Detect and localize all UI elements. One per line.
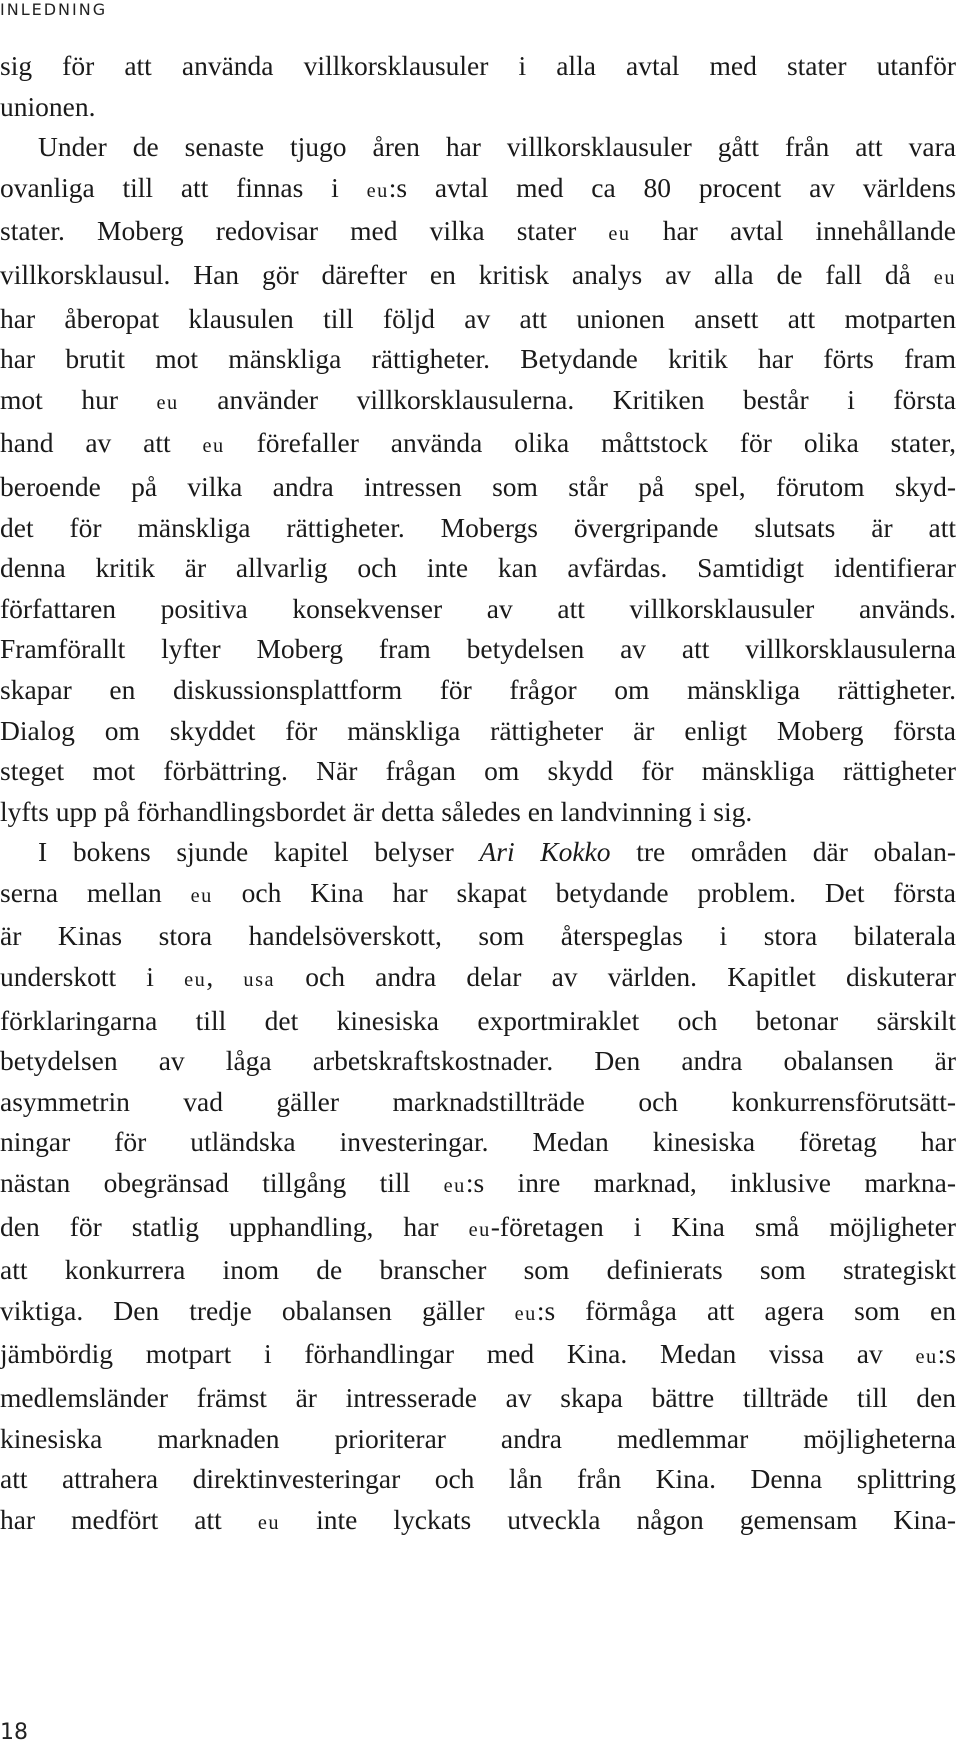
small-caps-abbreviation: eu [608,223,631,246]
text-line: Under de senaste tjugo åren har villkorsklausuler gått från att vara [38,131,956,163]
text-segment: stater. Moberg redovisar med vilka stater [0,215,609,247]
text-segment: förefaller använda olika måttstock för olika stater, [224,427,956,459]
text-line: sig för att använda villkorsklausuler i alla avtal med stater utanför [0,50,956,81]
text-line: ningar för utländska investeringar. Medan kinesiska företag har [0,1126,956,1158]
text-line: att attrahera direktinvesteringar och lån från Kina. Denna splittring [0,1463,956,1495]
text-line [0,211,956,255]
text-segment: hand av att [0,427,203,459]
text-line: det för mänskliga rättigheter. Mobergs övergripande slutsats är att [0,511,956,543]
text-segment: , [206,961,244,993]
text-line [0,873,956,917]
text-segment: :s [937,1338,956,1370]
small-caps-abbreviation: eu [257,1511,281,1534]
text-line: steget mot förbättring. När frågan om skydd för mänskliga rättigheter [0,755,956,787]
body-text [0,46,956,1543]
small-caps-abbreviation: eu [366,179,389,202]
text-line [0,380,956,424]
text-line: förklaringarna till det kinesiska exportmiraklet och betonar särskilt [0,1004,956,1036]
small-caps-abbreviation: eu [933,266,956,289]
text-line [0,1163,956,1207]
text-line: Dialog om skyddet för mänskliga rättigheter är enligt Moberg första [0,714,956,746]
text-line [0,168,956,212]
text-segment: villkorsklausul. Han gör därefter en kritisk analys av alla de fall då [0,258,934,290]
page-number: 18 [0,1720,28,1745]
italic-author-name: Ari Kokko [479,836,611,868]
text-segment: ovanliga till att finnas i [0,171,367,203]
text-segment: jämbördig motpart i förhandlingar med Kina. Medan vissa av [0,1338,916,1370]
small-caps-abbreviation: eu [156,391,179,414]
text-line: beroende på vilka andra intressen som står på spel, förutom skyd- [0,470,956,502]
text-segment: :s förmåga att agera som en [536,1294,956,1326]
small-caps-abbreviation: eu [514,1302,537,1325]
text-segment: den för statlig upphandling, har [0,1210,469,1242]
text-segment: och Kina har skapat betydande problem. Det första [212,876,956,908]
text-segment: -företagen i Kina små möjligheter [490,1210,956,1242]
text-line [0,1334,956,1378]
small-caps-abbreviation: eu [443,1175,466,1198]
small-caps-abbreviation: usa [243,969,276,992]
text-segment: och andra delar av världen. Kapitlet diskuterar [275,961,956,993]
text-line: unionen. [0,90,96,122]
text-line [0,423,956,467]
text-segment: tre områden där obalan- [610,836,956,868]
text-line: författaren positiva konsekvenser av att villkorsklausuler används. [0,592,956,624]
text-segment: :s inre marknad, inklusive markna- [465,1167,956,1199]
text-segment: underskott i [0,961,185,993]
text-line: har brutit mot mänskliga rättigheter. Betydande kritik har förts fram [0,343,956,375]
text-line [0,1500,956,1544]
text-segment: har avtal innehållande [630,215,956,247]
text-line: asymmetrin vad gäller marknadstillträde och konkurrensförutsätt- [0,1085,956,1117]
small-caps-abbreviation: eu [915,1346,938,1369]
text-segment: serna mellan [0,876,191,908]
text-line: är Kinas stora handelsöverskott, som återspeglas i stora bilaterala [0,920,956,952]
small-caps-abbreviation: eu [202,435,225,458]
text-segment: :s avtal med ca 80 procent av världens [388,171,956,203]
text-line: att konkurrera inom de branscher som definierats som strategiskt [0,1254,956,1286]
text-segment: I bokens sjunde kapitel belyser [38,836,480,868]
text-line: denna kritik är allvarlig och inte kan avfärdas. Samtidigt identifierar [0,552,956,584]
text-segment: mot hur [0,383,157,415]
text-segment: inte lyckats utveckla någon gemensam Kina- [280,1503,957,1535]
text-segment: använder villkorsklausulerna. Kritiken består i första [178,383,956,415]
text-line [0,255,956,299]
text-line [0,832,956,873]
text-line: betydelsen av låga arbetskraftskostnader. Den andra obalansen är [0,1045,956,1077]
text-line: kinesiska marknaden prioriterar andra medlemmar möjligheterna [0,1422,956,1454]
text-segment: har medfört att [0,1503,258,1535]
small-caps-abbreviation: eu [184,969,207,992]
text-line [0,1291,956,1335]
text-line: lyfts upp på förhandlingsbordet är detta således en landvinning i sig. [0,795,753,827]
small-caps-abbreviation: eu [190,884,213,907]
text-line [0,957,956,1001]
text-segment: viktiga. Den tredje obalansen gäller [0,1294,515,1326]
text-line: Framförallt lyfter Moberg fram betydelsen av att villkorsklausulerna [0,633,956,665]
running-head: INLEDNING [0,0,108,19]
text-line: medlemsländer främst är intresserade av skapa bättre tillträde till den [0,1382,956,1413]
text-line: har åberopat klausulen till följd av att unionen ansett att motparten [0,302,956,334]
text-line [0,1207,956,1251]
small-caps-abbreviation: eu [468,1218,491,1241]
text-segment: nästan obegränsad tillgång till [0,1167,444,1199]
text-line: skapar en diskussionsplattform för frågor om mänskliga rättigheter. [0,673,956,705]
